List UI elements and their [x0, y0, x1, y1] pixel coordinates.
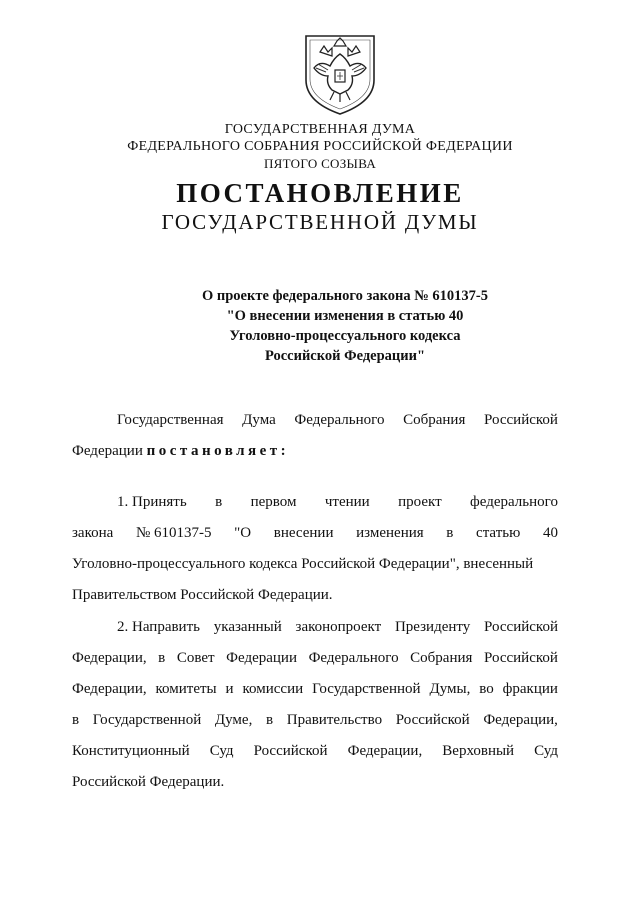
org-line-2: ФЕДЕРАЛЬНОГО СОБРАНИЯ РОССИЙСКОЙ ФЕДЕРАЦИИ	[127, 139, 513, 154]
item-1-line-4: Правительством Российской Федерации.	[72, 587, 333, 603]
word: Российской	[484, 619, 558, 635]
preamble-word: Федерального	[294, 412, 385, 428]
word: Государственной	[312, 681, 421, 697]
preamble-word: Российской	[484, 412, 558, 428]
org-line-1: ГОСУДАРСТВЕННАЯ ДУМА	[224, 122, 416, 137]
word: в	[265, 712, 274, 728]
document-subject	[150, 286, 540, 366]
item-2-line-3	[72, 674, 558, 705]
word: первом	[250, 494, 297, 510]
word: "О	[234, 525, 252, 541]
russian-coat-of-arms-icon	[300, 32, 380, 116]
word: статью	[476, 525, 521, 541]
word: в	[446, 525, 454, 541]
item-2-line-4	[72, 705, 558, 736]
word: Государственной	[92, 712, 202, 728]
word: федерального	[470, 494, 558, 510]
preamble-paragraph	[72, 405, 558, 467]
item-2-paragraph	[72, 612, 558, 798]
word: Верховный	[442, 743, 515, 759]
item-1-line-2	[72, 518, 558, 549]
word: и	[225, 681, 234, 697]
word: чтении	[324, 494, 370, 510]
item-1-line-3: Уголовно-процессуального кодекса Российской Федерации", внесенный	[72, 556, 534, 572]
item-1-line-1	[72, 487, 558, 518]
word: внесении	[273, 525, 334, 541]
word: Думе,	[214, 712, 253, 728]
item-2-line-2	[72, 643, 558, 674]
word: законопроект	[295, 619, 382, 635]
item-1-paragraph	[72, 487, 558, 611]
subject-line-3: Уголовно-процессуального кодекса	[229, 328, 461, 344]
word: Федерального	[308, 650, 399, 666]
document-issuer: ГОСУДАРСТВЕННОЙ ДУМЫ	[161, 210, 479, 234]
word: фракции	[502, 681, 558, 697]
word: Федерации,	[347, 743, 423, 759]
word: Российской	[395, 712, 470, 728]
word: Собрания	[410, 650, 473, 666]
preamble-word: Государственная	[117, 412, 224, 428]
word: Президенту	[394, 619, 471, 635]
word: Российской	[253, 743, 328, 759]
subject-line-2: "О внесении изменения в статью 40	[226, 308, 464, 324]
word: Правительство	[286, 712, 383, 728]
word: в	[215, 494, 223, 510]
word: указанный	[213, 619, 282, 635]
word: № 610137-5	[135, 525, 212, 541]
word: 40	[542, 525, 558, 541]
preamble-word: Дума	[242, 412, 276, 428]
state-emblem	[300, 32, 380, 116]
word: комиссии	[242, 681, 304, 697]
item-2-line-1	[72, 612, 558, 643]
word: Российской	[484, 650, 558, 666]
word: изменения	[356, 525, 424, 541]
word: Совет	[176, 650, 215, 666]
word: 2. Направить	[117, 619, 200, 635]
word: в	[158, 650, 166, 666]
document-type: ПОСТАНОВЛЕНИЕ	[176, 178, 464, 208]
word: Федерации,	[72, 650, 147, 666]
resolves-emphasis: постановляет:	[146, 443, 290, 459]
preamble-line-2	[72, 436, 558, 467]
preamble-word: Собрания	[403, 412, 466, 428]
word: закона	[72, 525, 114, 541]
item-2-line-6: Российской Федерации.	[72, 774, 225, 790]
word: в	[72, 712, 80, 728]
subject-line-4: Российской Федерации"	[264, 348, 426, 364]
word: комитеты	[155, 681, 217, 697]
word: Суд	[209, 743, 234, 759]
word: во	[479, 681, 494, 697]
item-2-line-5	[72, 736, 558, 767]
word: Федерации,	[483, 712, 558, 728]
word: Федерации	[226, 650, 297, 666]
word: Думы,	[429, 681, 471, 697]
preamble-text: Федерации	[72, 443, 143, 459]
org-line-3: ПЯТОГО СОЗЫВА	[263, 156, 377, 171]
subject-line-1: О проекте федерального закона № 610137-5	[201, 288, 489, 304]
word: Суд	[534, 743, 558, 759]
word: Конституционный	[72, 743, 190, 759]
word: 1. Принять	[117, 494, 187, 510]
word: проект	[398, 494, 442, 510]
preamble-line-1	[72, 405, 558, 436]
word: Федерации,	[72, 681, 147, 697]
